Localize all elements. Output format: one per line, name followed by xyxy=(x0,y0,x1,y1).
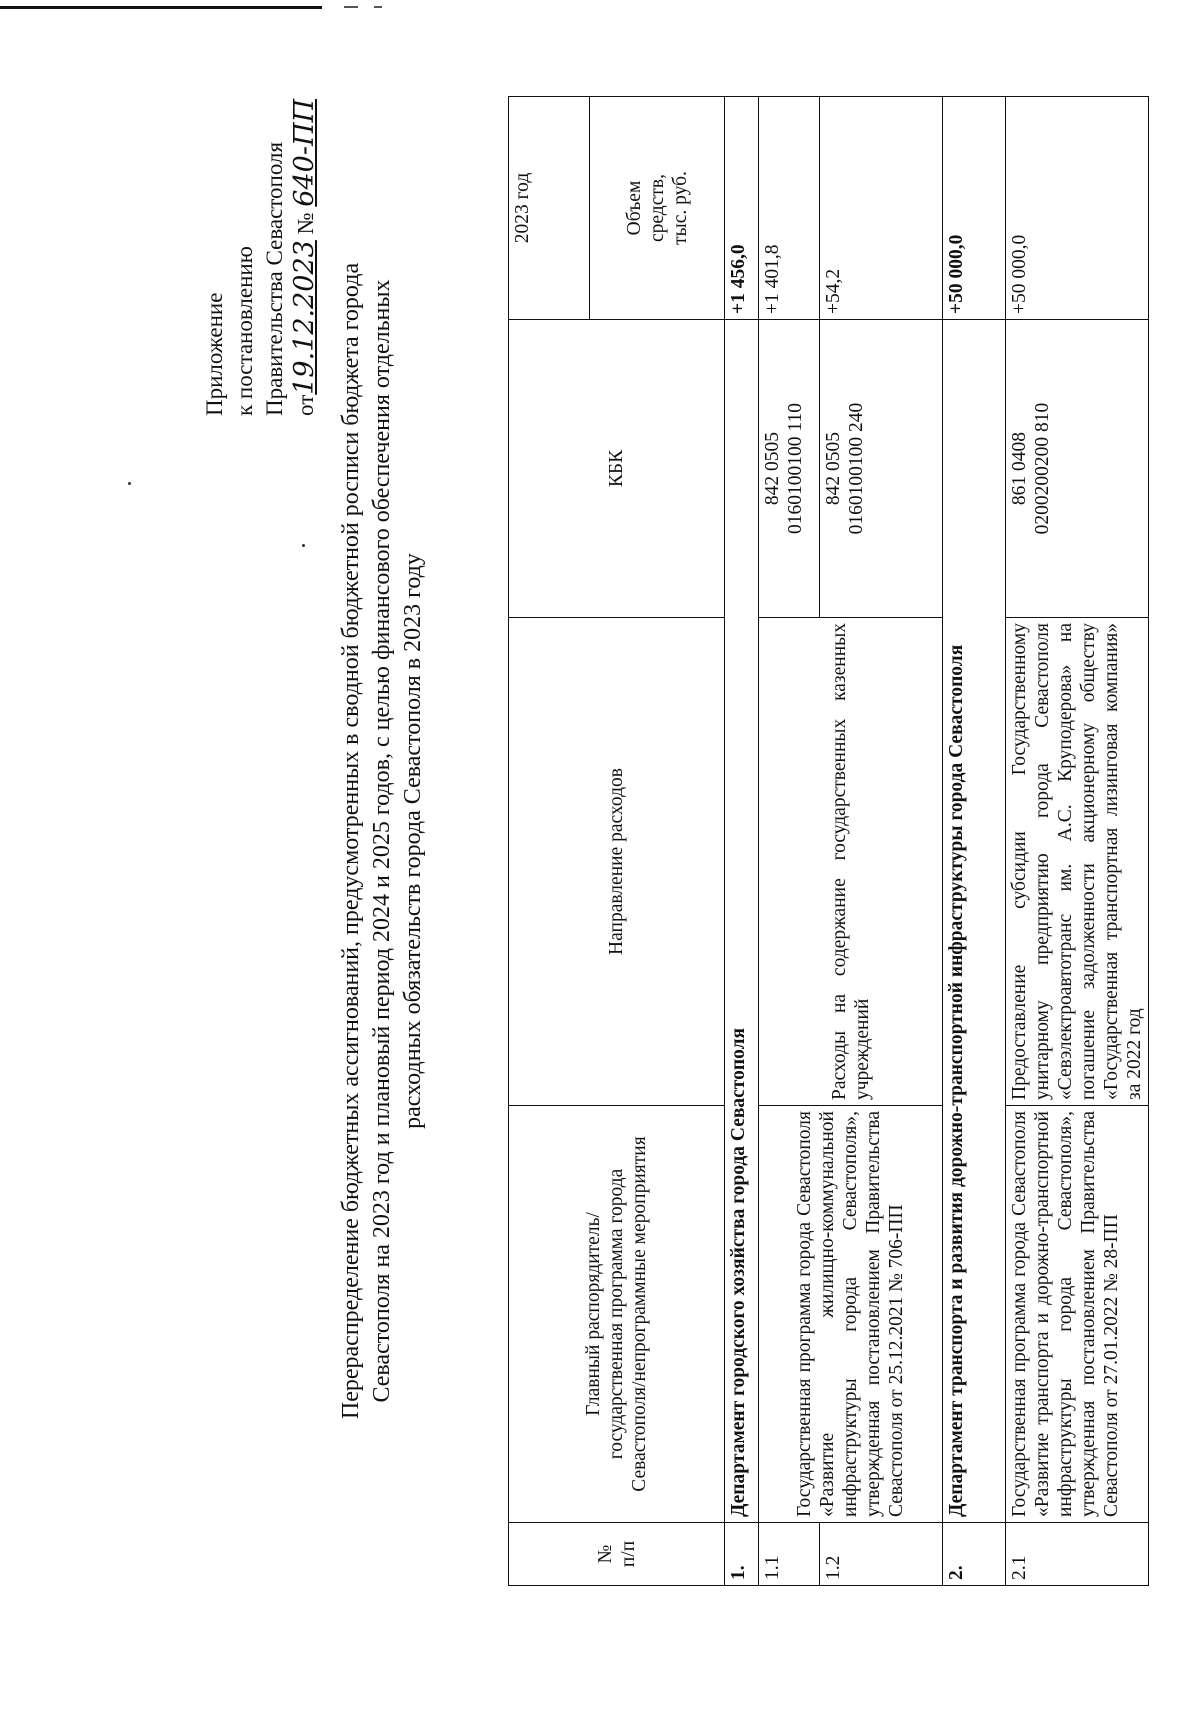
row-value: +1 456,0 xyxy=(725,97,759,320)
row-program: Государственная программа города Севастополя «Развитие жилищно-коммунальной инфраструктуры города Севастополя», утвержденная постановлением Правительства Севастополя от 25.12.2021 № 706-ПП xyxy=(759,1106,943,1523)
row-kbk: 842 0505 0160100100 240 xyxy=(820,320,943,618)
row-value: +54,2 xyxy=(820,97,943,320)
document-title xyxy=(336,111,429,1571)
row-value: +1 401,8 xyxy=(759,97,820,320)
title-line-1: Перераспределение бюджетных ассигнований, предусмотренных в сводной бюджетной росписи бюджета города xyxy=(338,262,364,1420)
row-kbk: 861 0408 0200200200 810 xyxy=(1006,320,1149,618)
table-row xyxy=(759,97,820,1586)
appendix-date: 19.12.2023 xyxy=(289,240,320,395)
appendix-line-1: Приложение xyxy=(202,292,227,416)
appendix-line-4 xyxy=(290,56,321,416)
header-num: № п/п xyxy=(509,1523,725,1586)
row-num: 1.2 xyxy=(820,1523,943,1586)
table-header-row xyxy=(509,97,590,1586)
table-row xyxy=(1006,97,1149,1586)
appendix-line-2: к постановлению xyxy=(232,246,257,416)
header-org: Главный распорядитель/ государственная программа города Севастополя/непрограммные мероприятия xyxy=(509,1106,725,1523)
row-direction: Предоставление субсидии Государственному унитарному предприятию города Севастополя «Севэлектроавтотранс им. А.С. Круподерова» на погашение задолженности акционерному обществу «Государственная транспортная лизинговая компания» за 2022 год xyxy=(1006,618,1149,1106)
appendix-block xyxy=(200,56,321,416)
header-volume: Объем средств, тыс. руб. xyxy=(590,97,725,320)
appendix-line-3: Правительства Севастополя xyxy=(262,141,287,416)
table-row xyxy=(725,97,759,1586)
row-department: Департамент транспорта и развития дорожно-транспортной инфраструктуры города Севастополя xyxy=(943,320,1006,1523)
appendix-number-label: № xyxy=(293,212,318,235)
row-kbk: 842 0505 0160100100 110 xyxy=(759,320,820,618)
header-kbk: КБК xyxy=(509,320,725,618)
row-num: 1. xyxy=(725,1523,759,1586)
table-row xyxy=(943,97,1006,1586)
appendix-date-prefix: от xyxy=(293,394,318,416)
title-line-2: Севастополя на 2023 год и плановый период 2024 и 2025 годов, с целью финансового обеспечения отдельных xyxy=(369,279,395,1403)
row-num: 2.1 xyxy=(1006,1523,1149,1586)
row-num: 1.1 xyxy=(759,1523,820,1586)
header-year: 2023 год xyxy=(509,97,590,320)
appendix-number: 640-ПП xyxy=(289,98,320,207)
title-line-3: расходных обязательств города Севастополя в 2023 году xyxy=(400,553,426,1129)
allocation-table xyxy=(508,96,1149,1586)
row-value: +50 000,0 xyxy=(943,97,1006,320)
row-program: Государственная программа города Севастополя «Развитие транспорта и дорожно-транспортной инфраструктуры города Севастополя», утвержденная постановлением Правительства Севастополя от 27.01.2022 № 28-ПП xyxy=(1006,1106,1149,1523)
row-num: 2. xyxy=(943,1523,1006,1586)
header-direction: Направление расходов xyxy=(509,618,725,1106)
row-value: +50 000,0 xyxy=(1006,97,1149,320)
row-department: Департамент городского хозяйства города Севастополя xyxy=(725,320,759,1523)
row-direction: Расходы на содержание государственных казенных учреждений xyxy=(759,618,943,1106)
